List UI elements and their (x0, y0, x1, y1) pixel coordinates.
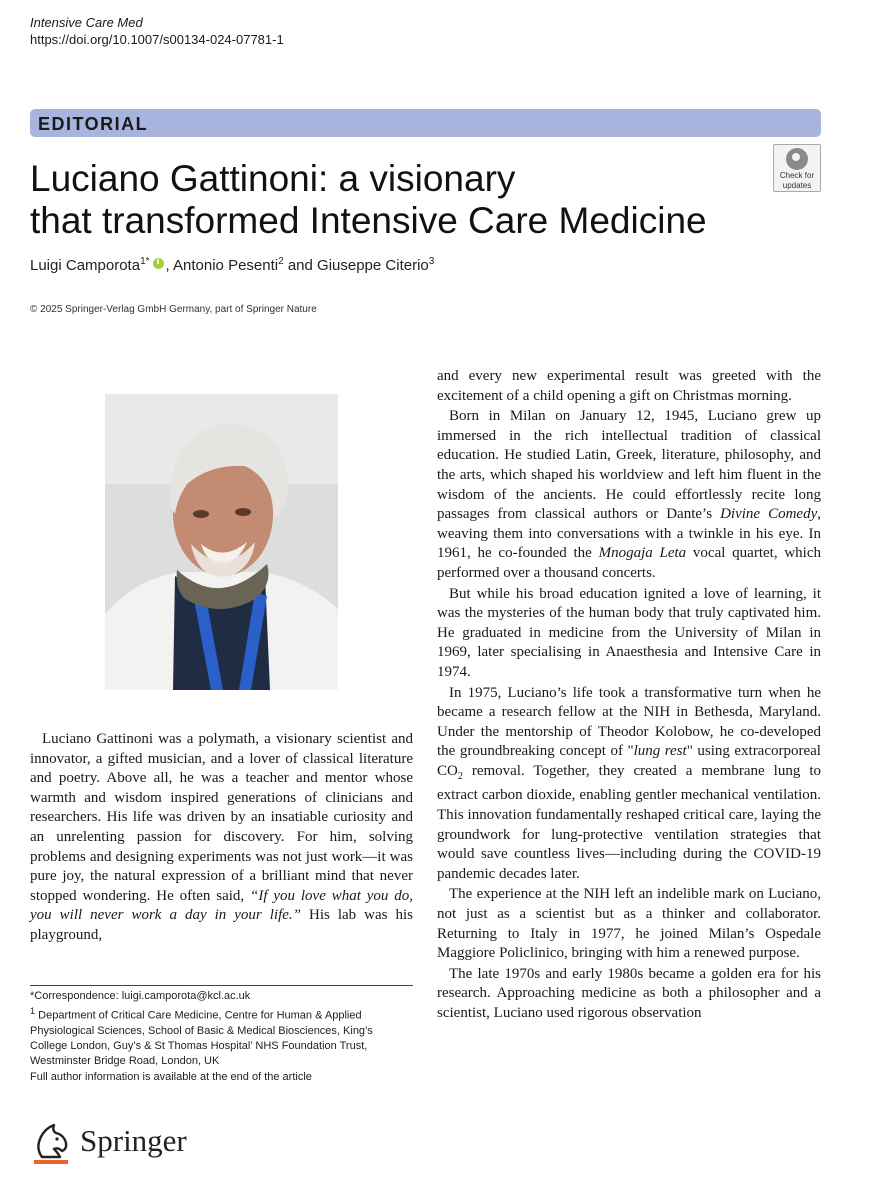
author-1[interactable]: Luigi Camporota (30, 257, 141, 274)
article-title (30, 158, 760, 242)
full-author-info-note: Full author information is available at the end of the article (30, 1070, 312, 1083)
left-column (30, 730, 413, 946)
crossmark-icon (786, 148, 808, 170)
left-paragraph (30, 730, 413, 946)
correspondence-note[interactable]: *Correspondence: luigi.camporota@kcl.ac.uk (30, 990, 251, 1002)
check-updates-text-2: updates (782, 181, 812, 190)
check-updates-text-1: Check for (779, 171, 815, 180)
orcid-icon[interactable] (153, 258, 164, 269)
left-text-1: Luciano Gattinoni was a polymath, a visionary scientist and innovator, a gifted musician, and a lover of classical literature and poetry. Above all, he was a teacher and mentor whose warmth and wisdom inspired generations of clinicians and researchers. His life was driven by an insatiable curiosity and an unrelenting passion for discovery. For him, solving problems and designing experiments was not just work—it was pure joy, the natural expression of a brilliant mind that never stopped wondering. He often said, (30, 731, 413, 904)
affiliation-note (30, 1004, 413, 1069)
right-paragraph-2: But while his broad education ignited a love of learning, it was the mysteries of the human body that truly captivated him. He graduated in medicine from the University of Milan in 1969, later specialising in Anaesthesia and Intensive Care in 1974. (437, 585, 821, 680)
author-list (30, 256, 434, 274)
right-column (437, 367, 821, 1025)
article-type-banner (30, 109, 821, 137)
author-3-affil: 3 (428, 256, 435, 267)
copyright-notice: © 2025 Springer-Verlag GmbH Germany, part of Springer Nature (30, 304, 317, 315)
portrait-photo (105, 394, 338, 690)
footnote-divider (30, 985, 413, 986)
r3-text-c: " using extracorporeal CO (437, 743, 821, 779)
footnotes (30, 989, 413, 1085)
check-for-updates-badge[interactable] (773, 144, 821, 192)
r3-subscript: 2 (457, 770, 463, 782)
r3-text-a: In 1975, Luciano’s life took a transformative turn when he became a research fellow at the NIH in Bethesda, Maryland. Under the mentorship of Theodor Kolobow, he co-developed the groundbreaking concept of " (437, 684, 821, 760)
title-line-2: that transformed Intensive Care Medicine (30, 200, 707, 241)
r1-text-c: , weaving them into conversations with a twinkle in his eye. In 1961, he co-founded the (437, 506, 821, 562)
right-paragraph-5: The late 1970s and early 1980s became a golden era for his research. Approaching medicine as both a philosopher and a scientist, Luciano used rigorous observation (437, 965, 821, 1021)
r1-text-e: vocal quartet, which performed over a thousand concerts. (437, 545, 821, 581)
author-3[interactable]: and Giuseppe Citerio (283, 257, 429, 274)
r3-text-d: removal. Together, they created a membrane lung to extract carbon dioxide, enabling gentler mechanical ventilation. This innovation fundamentally reshaped critical care, laying the groundwork for lung-protective ventilation strategies that would save countless lives—including during the COVID-19 pandemic decades later. (437, 762, 821, 882)
right-paragraph-3 (437, 684, 821, 885)
author-1-affil: 1* (140, 256, 150, 267)
springer-wordmark: Springer (80, 1123, 187, 1158)
article-type-label: EDITORIAL (38, 114, 149, 134)
springer-horse-icon (30, 1119, 72, 1169)
r1-mnogaja-leta: Mnogaja Leta (598, 545, 687, 562)
right-paragraph-1 (437, 407, 821, 583)
r1-text-a: Born in Milan on January 12, 1945, Luciano grew up immersed in the rich intellectual tradition of classical education. He studied Latin, Greek, literature, philosophy, and the arts, which shaped his worldview and left him fluent in the wisdom of the ancients. He could effortlessly recite long passages from classical authors or Dante’s (437, 408, 821, 523)
left-text-2: His lab was his playground, (30, 907, 413, 943)
r1-divine-comedy: Divine Comedy (720, 506, 818, 523)
left-quote: “If you love what you do, you will never work a day in your life.” (30, 887, 413, 924)
springer-logo[interactable] (30, 1119, 220, 1169)
r3-lung-rest: lung rest (633, 743, 687, 760)
affiliation-text: Department of Critical Care Medicine, Centre for Human & Applied Physiological Sciences, School of Basic & Medical Biosciences, King’s College London, Guy’s & St Thomas Hospital’ NHS Foundation Trust, Westminster Bridge Road, London, UK (30, 1009, 373, 1068)
author-2-affil: 2 (278, 256, 284, 267)
portrait-illustration (105, 394, 338, 690)
right-paragraph-4: The experience at the NIH left an indelible mark on Luciano, not just as a scientist but as a thinker and collaborator. Returning to Italy in 1977, he joined Milan’s Ospedale Maggiore Policlinico, bringing with him a renewed purpose. (437, 886, 821, 962)
doi-link[interactable]: https://doi.org/10.1007/s00134-024-07781-1 (30, 32, 284, 47)
author-2[interactable]: , Antonio Pesenti (165, 257, 279, 274)
journal-name: Intensive Care Med (30, 15, 143, 30)
affiliation-number: 1 (30, 1006, 36, 1017)
right-paragraph-0: and every new experimental result was greeted with the excitement of a child opening a gift on Christmas morning. (437, 368, 821, 404)
title-line-1: Luciano Gattinoni: a visionary (30, 158, 516, 199)
